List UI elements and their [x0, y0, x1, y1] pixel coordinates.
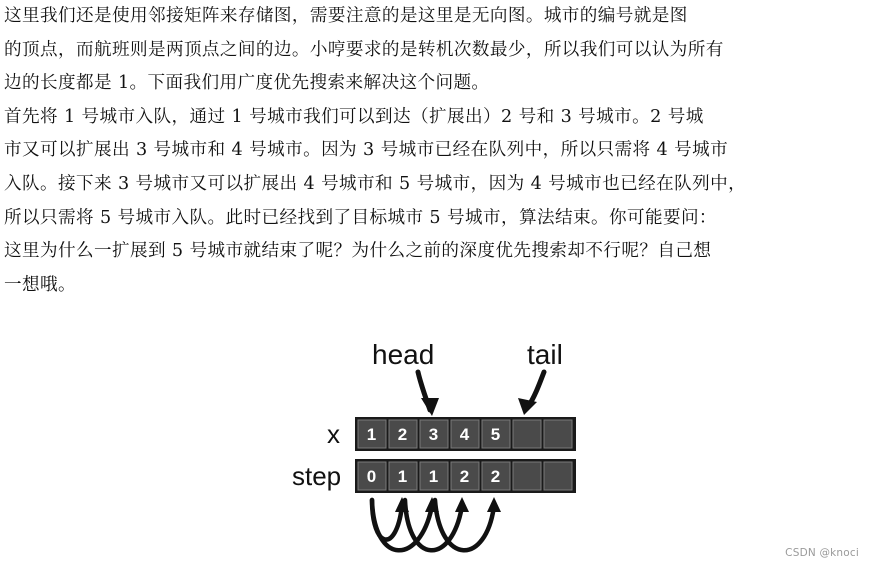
text-line: 一想哦。: [4, 274, 76, 295]
text-line: 入队。接下来 3 号城市又可以扩展出 4 号城市和 5 号城市，因为 4 号城市也已经在队列中，: [4, 173, 747, 194]
x-row-value: 4: [459, 425, 470, 444]
step-row-value: 0: [366, 467, 377, 486]
text-line: 所以只需将 5 号城市入队。此时已经找到了目标城市 5 号城市，算法结束。你可能要问：: [4, 207, 717, 228]
tail-label: tail: [527, 339, 563, 370]
text-line: 这里为什么一扩展到 5 号城市就结束了呢？为什么之前的深度优先搜索却不行呢？自己想: [4, 241, 712, 262]
x-row: [355, 417, 576, 451]
x-row-label: x: [327, 419, 340, 449]
x-row-value: 3: [428, 425, 439, 444]
x-row-value: 1: [366, 425, 377, 444]
step-row-cell: [544, 462, 572, 490]
text-line: 市又可以扩展出 3 号城市和 4 号城市。因为 3 号城市已经在队列中，所以只需将 4 号城市: [4, 140, 729, 161]
text-line: 的顶点，而航班则是两顶点之间的边。小哼要求的是转机次数最少，所以我们可以认为所有: [4, 39, 724, 60]
x-row-value: 5: [490, 425, 501, 444]
text-line: 边的长度都是 1。下面我们用广度优先搜索来解决这个问题。: [4, 73, 490, 94]
x-row-cell: [544, 420, 572, 448]
step-row-value: 1: [428, 467, 439, 486]
watermark: CSDN @knoci: [785, 547, 859, 559]
step-row-value: 2: [490, 467, 501, 486]
x-row-value: 2: [397, 425, 408, 444]
head-label: head: [372, 339, 435, 370]
x-row-cell: [513, 420, 541, 448]
head-arrow: [418, 372, 439, 416]
text-line: 这里我们还是使用邻接矩阵来存储图，需要注意的是这里是无向图。城市的编号就是图: [4, 6, 688, 26]
step-row-value: 2: [459, 467, 470, 486]
text-line: 首先将 1 号城市入队，通过 1 号城市我们可以到达（扩展出）2 号和 3 号城市。2 号城: [4, 106, 704, 127]
step-row-label: step: [292, 461, 342, 491]
step-row-cell: [513, 462, 541, 490]
arc-arrowheads: [395, 497, 501, 512]
step-row: [355, 459, 576, 493]
tail-arrow: [518, 372, 544, 415]
step-row-value: 1: [397, 467, 408, 486]
